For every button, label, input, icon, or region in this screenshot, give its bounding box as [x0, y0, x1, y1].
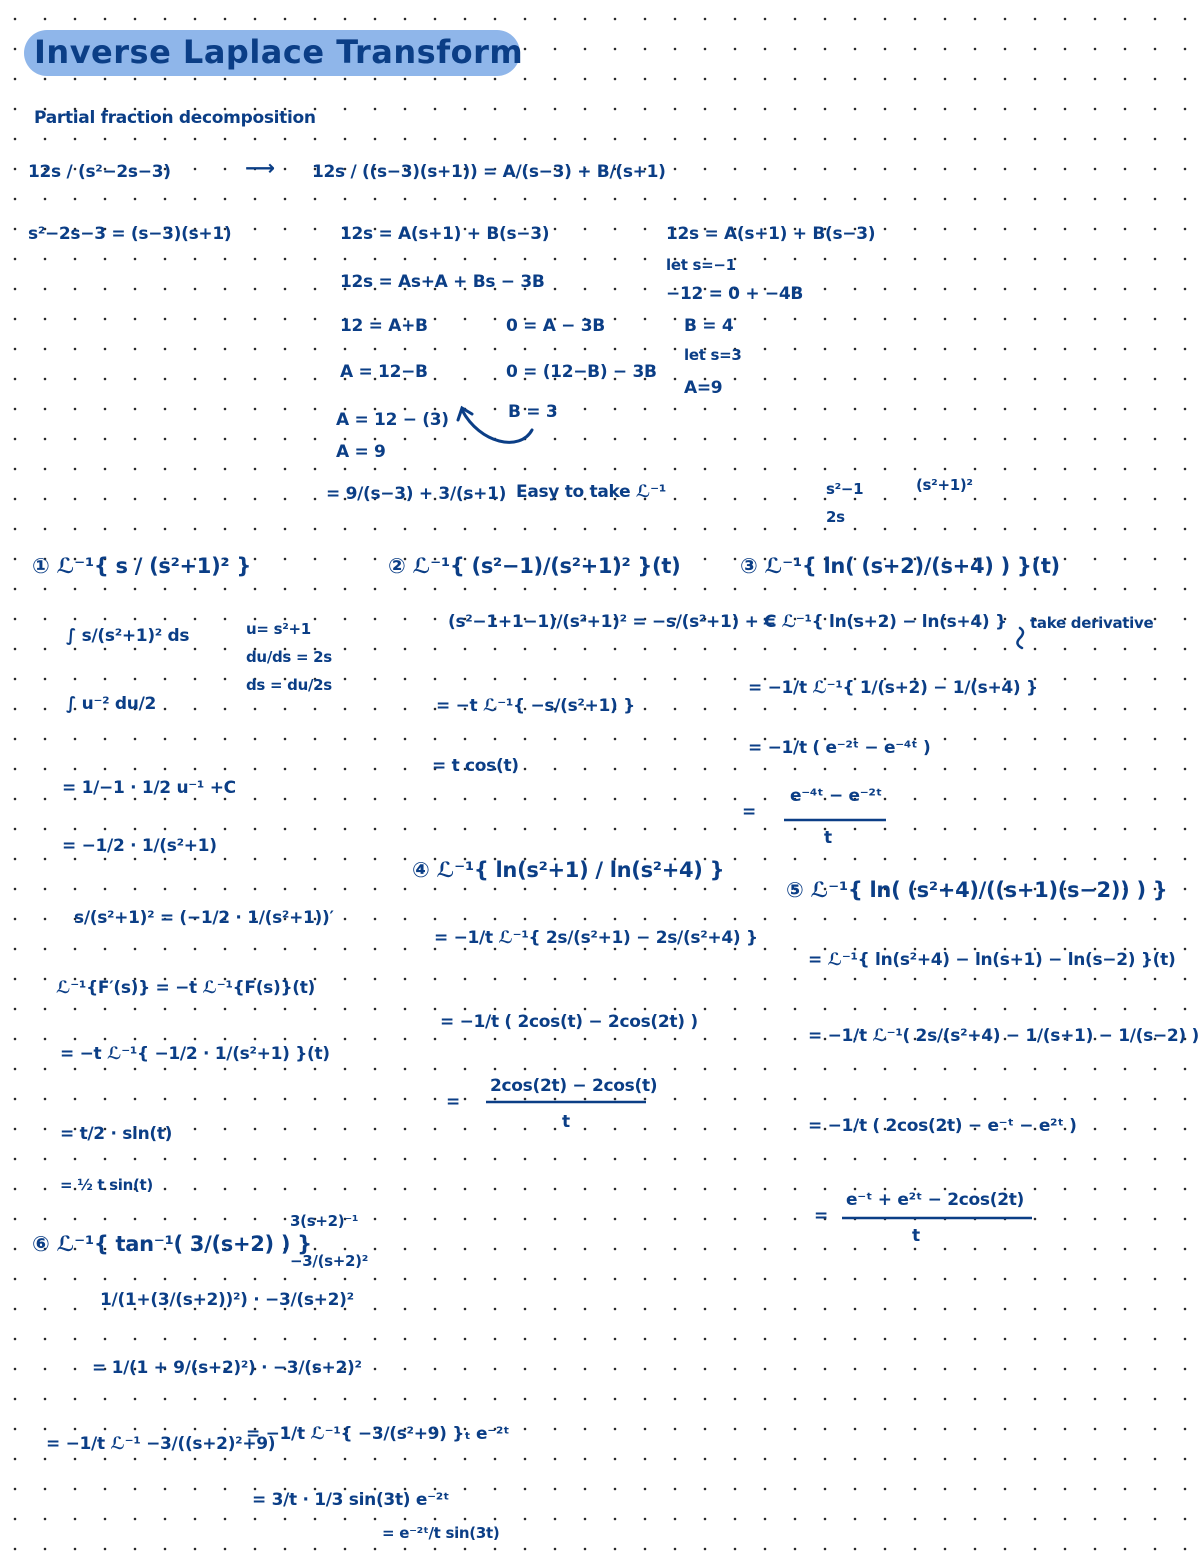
p5-line1: = ℒ⁻¹{ ln(s²+4) − ln(s+1) − ln(s−2) }(t) — [808, 950, 1176, 970]
problem3-heading: ③ ℒ⁻¹{ ln( (s+2)/(s+4) ) }(t) — [740, 554, 1060, 578]
p6-line6: = e⁻²ᵗ/t sin(3t) — [382, 1524, 500, 1542]
pf-result: = 9/(s−3) + 3/(s+1) — [326, 484, 507, 504]
brace-mark — [1017, 628, 1023, 648]
problem4-heading: ④ ℒ⁻¹{ ln(s²+1) / ln(s²+4) } — [412, 858, 725, 882]
pf-eq1: 12s = A(s+1) + B(s−3) — [340, 224, 550, 244]
subtitle: Partial fraction decomposition — [34, 108, 316, 128]
problem6-heading: ⑥ ℒ⁻¹{ tan⁻¹( 3/(s+2) ) } — [32, 1232, 312, 1256]
p4-final-numerator: 2cos(2t) − 2cos(t) — [490, 1076, 658, 1096]
p5-line2: = −1/t ℒ⁻¹( 2s/(s²+4) − 1/(s+1) − 1/(s−2) ) — [808, 1026, 1199, 1046]
p5-final-numerator: e⁻ᵗ + e²ᵗ − 2cos(2t) — [846, 1190, 1025, 1210]
p3-line3: = −1/t ( e⁻²ᵗ − e⁻⁴ᵗ ) — [748, 738, 931, 758]
p3-line2: = −1/t ℒ⁻¹{ 1/(s+2) − 1/(s+4) } — [748, 678, 1038, 698]
p1-line4: = −1/2 · 1/(s²+1) — [62, 836, 217, 856]
p6-side1: 3(s+2)⁻¹ — [290, 1212, 359, 1230]
pf-right6: A=9 — [684, 378, 723, 398]
p6-line5: = 3/t · 1/3 sin(3t) e⁻²ᵗ — [252, 1490, 450, 1510]
p5-eq-sign: = — [814, 1206, 828, 1226]
pf-easy-note: Easy to take ℒ⁻¹ — [516, 482, 667, 502]
p3-note: take derivative — [1030, 614, 1154, 632]
p3-eq-sign: = — [742, 802, 756, 822]
p4-final-denominator: t — [562, 1112, 570, 1132]
p2-line2: = −t ℒ⁻¹{ −s/(s²+1) } — [436, 696, 635, 716]
p1-line1: ∫ s/(s²+1)² ds — [66, 626, 190, 646]
pf-eq7: A = 12 − (3) — [336, 410, 449, 430]
p6-line4: = −1/t ℒ⁻¹{ −3/(s²+9) }ₜ e⁻²ᵗ — [246, 1424, 510, 1444]
p4-eq-sign: = — [446, 1092, 460, 1112]
pf-note3: 2s — [826, 508, 845, 526]
pf-eq5: A = 12−B — [340, 362, 428, 382]
pf-note2: (s²+1)² — [916, 476, 973, 494]
p6-line2: = 1/(1 + 9/(s+2)²) · −3/(s+2)² — [92, 1358, 362, 1378]
p6-side2: −3/(s+2)² — [290, 1252, 368, 1270]
p3-final-denominator: t — [824, 828, 832, 848]
p1-sub1: u= s²+1 — [246, 620, 311, 638]
p4-line1: = −1/t ℒ⁻¹{ 2s/(s²+1) − 2s/(s²+4) } — [434, 928, 758, 948]
pf-eq4: 0 = A − 3B — [506, 316, 605, 336]
p2-line1: (s²−1+1−1)/(s²+1)² = −s/(s²+1) + C — [448, 612, 777, 632]
p1-line3: = 1/−1 · 1/2 u⁻¹ +C — [62, 778, 236, 798]
arrow-right-icon: ⟶ — [245, 156, 275, 180]
p5-final-denominator: t — [912, 1226, 920, 1246]
pf-right2: let s=−1 — [666, 256, 736, 274]
pf-eq3: 12 = A+B — [340, 316, 428, 336]
p6-line3: = −1/t ℒ⁻¹ −3/((s+2)²+9) — [46, 1434, 276, 1454]
pf-eq8: B = 3 — [508, 402, 558, 422]
p3-final-numerator: e⁻⁴ᵗ − e⁻²ᵗ — [790, 786, 882, 806]
pf-eq6: 0 = (12−B) − 3B — [506, 362, 657, 382]
p1-sub2: du/ds = 2s — [246, 648, 332, 666]
p3-line1: = ℒ⁻¹{ ln(s+2) − ln(s+4) } — [762, 612, 1007, 632]
pf-split: 12s / ((s−3)(s+1)) = A/(s−3) + B/(s+1) — [312, 162, 666, 182]
pf-right3: −12 = 0 + −4B — [666, 284, 804, 304]
p1-sub3: ds = du/2s — [246, 676, 332, 694]
pf-note1: s²−1 — [826, 480, 864, 498]
page-title: Inverse Laplace Transform — [34, 33, 524, 71]
pf-factor: s²−2s−3 = (s−3)(s+1) — [28, 224, 232, 244]
pf-right1: 12s = A(s+1) + B(s−3) — [666, 224, 876, 244]
p1-line5: s/(s²+1)² = (−1/2 · 1/(s²+1))′ — [74, 908, 334, 928]
problem1-heading: ① ℒ⁻¹{ s / (s²+1)² } — [32, 554, 251, 578]
problem2-heading: ② ℒ⁻¹{ (s²−1)/(s²+1)² }(t) — [388, 554, 681, 578]
pf-right4: B = 4 — [684, 316, 734, 336]
p5-line3: = −1/t ( 2cos(2t) − e⁻ᵗ − e²ᵗ ) — [808, 1116, 1077, 1136]
p1-line7: = −t ℒ⁻¹{ −1/2 · 1/(s²+1) }(t) — [60, 1044, 330, 1064]
p6-line1: 1/(1+(3/(s+2))²) · −3/(s+2)² — [100, 1290, 354, 1310]
problem5-heading: ⑤ ℒ⁻¹{ ln( (s²+4)/((s+1)(s−2)) ) } — [786, 878, 1168, 902]
p1-line8: = t/2 · sin(t) — [60, 1124, 173, 1144]
pf-right5: let s=3 — [684, 346, 742, 364]
pf-lhs: 12s / (s²−2s−3) — [28, 162, 171, 182]
p1-line9: = ½ t sin(t) — [60, 1176, 153, 1194]
p4-line2: = −1/t ( 2cos(t) − 2cos(2t) ) — [440, 1012, 698, 1032]
p2-line3: = t cos(t) — [432, 756, 519, 776]
pf-eq2: 12s = As+A + Bs − 3B — [340, 272, 545, 292]
p1-line6: ℒ⁻¹{F′(s)} = −t ℒ⁻¹{F(s)}(t) — [56, 978, 316, 998]
p1-line2: ∫ u⁻² du/2 — [66, 694, 157, 714]
pf-eq9: A = 9 — [336, 442, 386, 462]
